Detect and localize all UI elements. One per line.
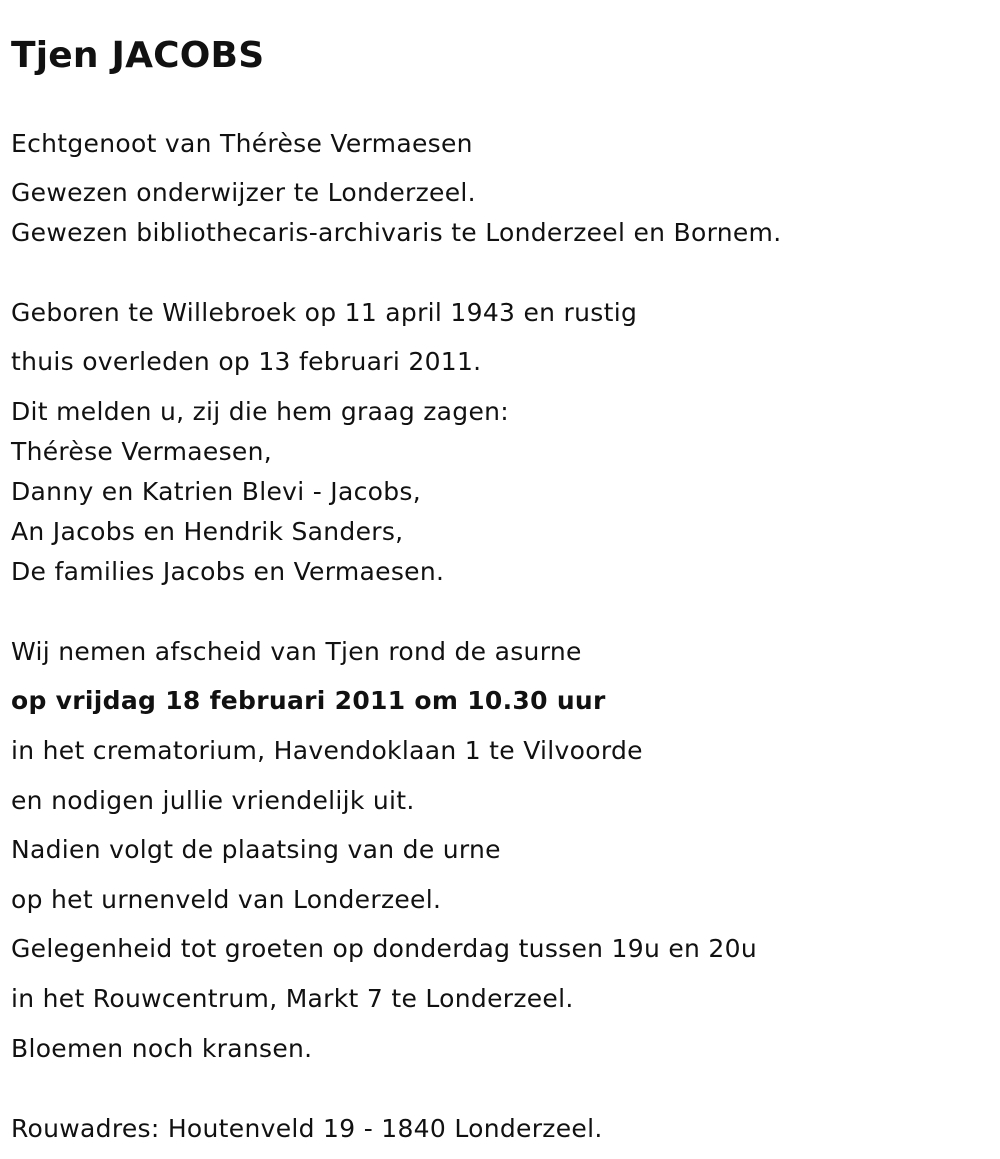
announcer-name: Danny en Katrien Blevi - Jacobs, — [11, 477, 421, 506]
ceremony-line: Gelegenheid tot groeten op donderdag tussen 19u en 20u — [11, 934, 757, 963]
announcer-name: An Jacobs en Hendrik Sanders, — [11, 517, 404, 546]
career-line-2: Gewezen bibliothecaris-archivaris te Londerzeel en Bornem. — [11, 218, 782, 247]
announcers-intro: Dit melden u, zij die hem graag zagen: — [11, 397, 509, 426]
ceremony-line: in het crematorium, Havendoklaan 1 te Vilvoorde — [11, 736, 643, 765]
mourning-address: Rouwadres: Houtenveld 19 - 1840 Londerzeel. — [11, 1114, 603, 1143]
ceremony-line: in het Rouwcentrum, Markt 7 te Londerzeel. — [11, 984, 574, 1013]
announcer-name: Thérèse Vermaesen, — [11, 437, 272, 466]
flowers-note: Bloemen noch kransen. — [11, 1034, 313, 1063]
ceremony-intro: Wij nemen afscheid van Tjen rond de asurne — [11, 637, 582, 666]
spouse-line: Echtgenoot van Thérèse Vermaesen — [11, 129, 473, 158]
career-line-1: Gewezen onderwijzer te Londerzeel. — [11, 178, 476, 207]
ceremony-line: en nodigen jullie vriendelijk uit. — [11, 786, 415, 815]
ceremony-line: Nadien volgt de plaatsing van de urne — [11, 835, 501, 864]
announcer-name: De families Jacobs en Vermaesen. — [11, 557, 445, 586]
death-line: thuis overleden op 13 februari 2011. — [11, 347, 482, 376]
birth-line: Geboren te Willebroek op 11 april 1943 en rustig — [11, 298, 638, 327]
ceremony-line: op het urnenveld van Londerzeel. — [11, 885, 442, 914]
deceased-name: Tjen JACOBS — [11, 35, 265, 76]
ceremony-date: op vrijdag 18 februari 2011 om 10.30 uur — [11, 686, 606, 715]
